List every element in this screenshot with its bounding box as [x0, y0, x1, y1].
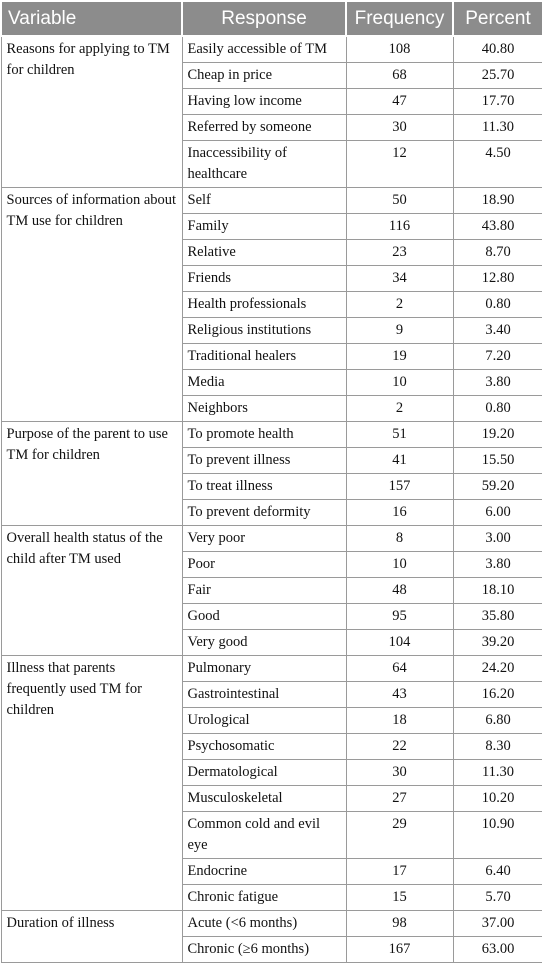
percent-cell: 35.80 — [453, 604, 542, 630]
response-cell: Very good — [182, 630, 346, 656]
variable-cell: Overall health status of the child after TM used — [1, 526, 182, 656]
table-row — [1, 36, 542, 63]
percent-cell: 18.10 — [453, 578, 542, 604]
percent-cell: 12.80 — [453, 266, 542, 292]
frequency-cell: 10 — [346, 370, 453, 396]
response-cell: Endocrine — [182, 859, 346, 885]
frequency-cell: 9 — [346, 318, 453, 344]
frequency-cell: 2 — [346, 292, 453, 318]
percent-cell: 6.00 — [453, 500, 542, 526]
frequency-cell: 29 — [346, 812, 453, 859]
response-cell: Psychosomatic — [182, 734, 346, 760]
frequency-cell: 68 — [346, 63, 453, 89]
table-body — [1, 36, 542, 963]
percent-cell: 37.00 — [453, 911, 542, 937]
response-cell: Media — [182, 370, 346, 396]
percent-cell: 8.70 — [453, 240, 542, 266]
percent-cell: 0.80 — [453, 396, 542, 422]
percent-cell: 8.30 — [453, 734, 542, 760]
percent-cell: 4.50 — [453, 141, 542, 188]
percent-cell: 40.80 — [453, 36, 542, 63]
percent-cell: 25.70 — [453, 63, 542, 89]
frequency-cell: 12 — [346, 141, 453, 188]
header-variable: Variable — [1, 1, 182, 36]
response-cell: Common cold and evil eye — [182, 812, 346, 859]
frequency-cell: 23 — [346, 240, 453, 266]
response-cell: Easily accessible of TM — [182, 36, 346, 63]
response-cell: Musculoskeletal — [182, 786, 346, 812]
percent-cell: 59.20 — [453, 474, 542, 500]
response-cell: Poor — [182, 552, 346, 578]
table-header — [1, 1, 542, 36]
response-cell: Referred by someone — [182, 115, 346, 141]
table-row — [1, 656, 542, 682]
response-cell: Self — [182, 188, 346, 214]
frequency-cell: 17 — [346, 859, 453, 885]
frequency-cell: 27 — [346, 786, 453, 812]
response-cell: Religious institutions — [182, 318, 346, 344]
frequency-cell: 41 — [346, 448, 453, 474]
table-row — [1, 911, 542, 937]
variable-cell: Duration of illness — [1, 911, 182, 963]
variable-cell: Sources of information about TM use for children — [1, 188, 182, 422]
percent-cell: 3.80 — [453, 370, 542, 396]
percent-cell: 0.80 — [453, 292, 542, 318]
table-row — [1, 526, 542, 552]
percent-cell: 16.20 — [453, 682, 542, 708]
percent-cell: 3.40 — [453, 318, 542, 344]
header-frequency: Frequency — [346, 1, 453, 36]
response-cell: Fair — [182, 578, 346, 604]
percent-cell: 43.80 — [453, 214, 542, 240]
variable-cell: Reasons for applying to TM for children — [1, 36, 182, 188]
percent-cell: 10.90 — [453, 812, 542, 859]
frequency-cell: 64 — [346, 656, 453, 682]
frequency-cell: 34 — [346, 266, 453, 292]
frequency-cell: 30 — [346, 760, 453, 786]
percent-cell: 10.20 — [453, 786, 542, 812]
response-cell: Chronic fatigue — [182, 885, 346, 911]
percent-cell: 17.70 — [453, 89, 542, 115]
response-cell: Family — [182, 214, 346, 240]
percent-cell: 3.80 — [453, 552, 542, 578]
frequency-cell: 48 — [346, 578, 453, 604]
percent-cell: 24.20 — [453, 656, 542, 682]
header-response: Response — [182, 1, 346, 36]
response-cell: Acute (<6 months) — [182, 911, 346, 937]
response-cell: Pulmonary — [182, 656, 346, 682]
percent-cell: 63.00 — [453, 937, 542, 963]
response-cell: Health professionals — [182, 292, 346, 318]
variable-cell: Purpose of the parent to use TM for children — [1, 422, 182, 526]
response-cell: Relative — [182, 240, 346, 266]
frequency-cell: 22 — [346, 734, 453, 760]
frequency-cell: 30 — [346, 115, 453, 141]
header-percent: Percent — [453, 1, 542, 36]
frequency-cell: 10 — [346, 552, 453, 578]
variable-cell: Illness that parents frequently used TM for children — [1, 656, 182, 911]
table-row — [1, 188, 542, 214]
percent-cell: 5.70 — [453, 885, 542, 911]
response-cell: Traditional healers — [182, 344, 346, 370]
response-cell: Urological — [182, 708, 346, 734]
frequency-cell: 15 — [346, 885, 453, 911]
frequency-cell: 18 — [346, 708, 453, 734]
percent-cell: 15.50 — [453, 448, 542, 474]
response-cell: Dermatological — [182, 760, 346, 786]
header-row — [1, 1, 542, 36]
percent-cell: 19.20 — [453, 422, 542, 448]
frequency-cell: 95 — [346, 604, 453, 630]
percent-cell: 7.20 — [453, 344, 542, 370]
frequency-cell: 43 — [346, 682, 453, 708]
response-cell: Cheap in price — [182, 63, 346, 89]
percent-cell: 6.80 — [453, 708, 542, 734]
frequency-cell: 116 — [346, 214, 453, 240]
percent-cell: 11.30 — [453, 115, 542, 141]
response-cell: To promote health — [182, 422, 346, 448]
response-cell: To treat illness — [182, 474, 346, 500]
frequency-cell: 157 — [346, 474, 453, 500]
frequency-cell: 51 — [346, 422, 453, 448]
response-cell: Very poor — [182, 526, 346, 552]
percent-cell: 18.90 — [453, 188, 542, 214]
response-cell: Friends — [182, 266, 346, 292]
frequency-cell: 50 — [346, 188, 453, 214]
response-cell: Inaccessibility of healthcare — [182, 141, 346, 188]
response-cell: To prevent illness — [182, 448, 346, 474]
response-cell: Neighbors — [182, 396, 346, 422]
response-cell: Good — [182, 604, 346, 630]
frequency-cell: 98 — [346, 911, 453, 937]
frequency-cell: 19 — [346, 344, 453, 370]
response-cell: Having low income — [182, 89, 346, 115]
percent-cell: 39.20 — [453, 630, 542, 656]
response-cell: Gastrointestinal — [182, 682, 346, 708]
table-row — [1, 422, 542, 448]
frequency-cell: 8 — [346, 526, 453, 552]
frequency-cell: 47 — [346, 89, 453, 115]
response-cell: To prevent deformity — [182, 500, 346, 526]
frequency-cell: 2 — [346, 396, 453, 422]
frequency-cell: 167 — [346, 937, 453, 963]
frequency-cell: 104 — [346, 630, 453, 656]
response-cell: Chronic (≥6 months) — [182, 937, 346, 963]
percent-cell: 3.00 — [453, 526, 542, 552]
frequency-cell: 16 — [346, 500, 453, 526]
percent-cell: 11.30 — [453, 760, 542, 786]
frequency-cell: 108 — [346, 36, 453, 63]
percent-cell: 6.40 — [453, 859, 542, 885]
